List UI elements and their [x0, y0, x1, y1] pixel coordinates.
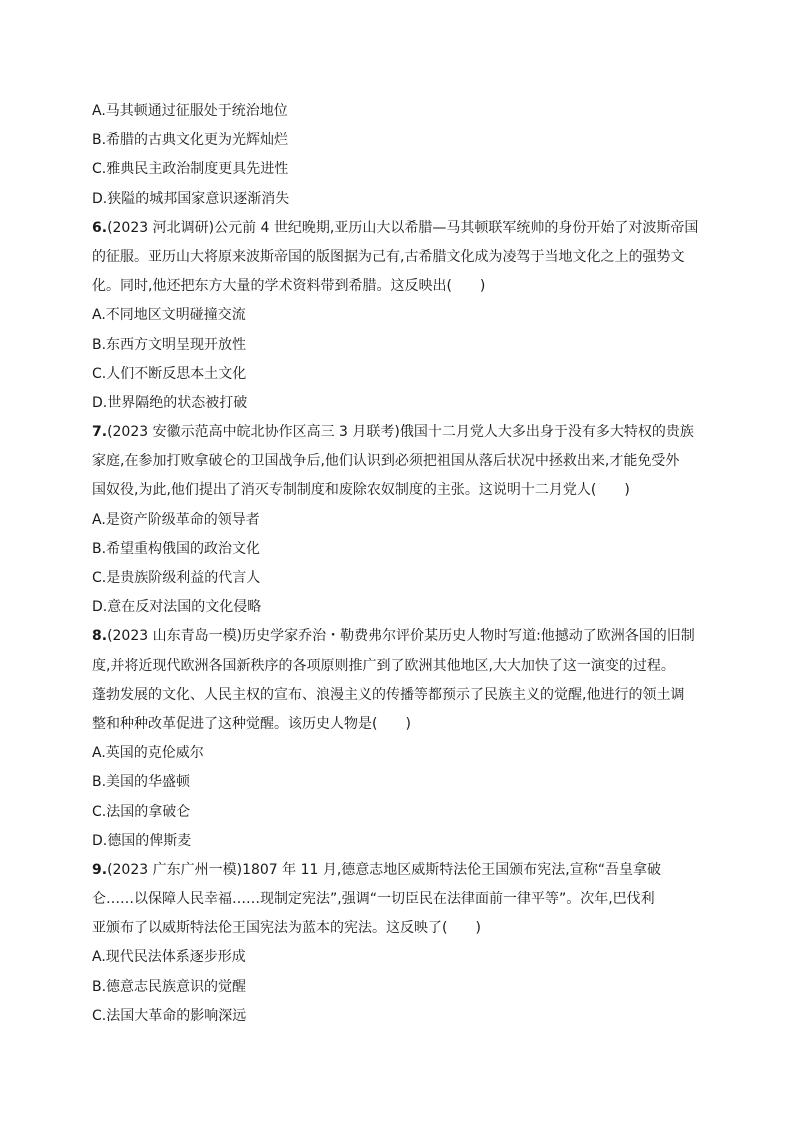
- question-stem-line: 7.(2023 安徽示范高中皖北协作区高三 3 月联考)俄国十二月党人大多出身于没有多大特权的贵族: [92, 424, 694, 441]
- question-5-options: [92, 97, 704, 214]
- option-b: B.希望重构俄国的政治文化: [92, 540, 261, 557]
- option-a: A.是资产阶级革命的领导者: [92, 511, 260, 528]
- question-7: [92, 418, 704, 622]
- option-d: D.狭隘的城邦国家意识逐渐消失: [92, 190, 290, 207]
- option-a: A.英国的克伦威尔: [92, 745, 204, 762]
- question-number: 9.: [92, 861, 108, 878]
- question-stem-line: 化。同时,他还把东方大量的学术资料带到希腊。这反映出( ): [92, 278, 486, 295]
- question-number: 6.: [92, 219, 108, 236]
- question-8: [92, 622, 704, 856]
- option-c: C.人们不断反思本土文化: [92, 365, 247, 382]
- question-stem-line: 仑……以保障人民幸福……现制定宪法”,强调“一切臣民在法律面前一律平等”。次年,巴伐利: [92, 891, 655, 908]
- option-c: C.法国的拿破仑: [92, 803, 191, 820]
- option-a: A.不同地区文明碰撞交流: [92, 307, 246, 324]
- option-d: D.世界隔绝的状态被打破: [92, 394, 248, 411]
- option-d: D.意在反对法国的文化侵略: [92, 599, 262, 616]
- option-c: C.法国大革命的影响深远: [92, 1007, 247, 1024]
- question-number: 7.: [92, 424, 108, 441]
- option-d: D.德国的俾斯麦: [92, 832, 192, 849]
- question-stem-line: 国奴役,为此,他们提出了消灭专制制度和废除农奴制度的主张。这说明十二月党人( ): [92, 482, 630, 499]
- question-stem-line: 8.(2023 山东青岛一模)历史学家乔治・勒费弗尔评价某历史人物时写道:他撼动了欧洲各国的旧制: [92, 628, 695, 645]
- option-b: B.德意志民族意识的觉醒: [92, 978, 247, 995]
- question-9: [92, 856, 704, 1031]
- question-stem-line: 6.(2023 河北调研)公元前 4 世纪晚期,亚历山大以希腊—马其顿联军统帅的身份开始了对波斯帝国: [92, 219, 699, 236]
- option-a: A.马其顿通过征服处于统治地位: [92, 103, 288, 119]
- question-stem-line: 9.(2023 广东广州一模)1807 年 11 月,德意志地区威斯特法伦王国颁布宪法,宣称“吾皇拿破: [92, 861, 662, 878]
- option-b: B.东西方文明呈现开放性: [92, 336, 247, 353]
- question-stem-line: 蓬勃发展的文化、人民主权的宣布、浪漫主义的传播等都预示了民族主义的觉醒,他进行的领土调: [92, 686, 685, 703]
- option-b: B.希腊的古典文化更为光辉灿烂: [92, 132, 289, 149]
- option-a: A.现代民法体系逐步形成: [92, 949, 246, 966]
- question-number: 8.: [92, 628, 108, 645]
- exam-page: [92, 97, 704, 1031]
- question-stem-line: 度,并将近现代欧洲各国新秩序的各项原则推广到了欧洲其他地区,大大加快了这一演变的过程。: [92, 657, 675, 674]
- option-c: C.是贵族阶级利益的代言人: [92, 570, 261, 586]
- question-stem-line: 整和种种改革促进了这种觉醒。该历史人物是( ): [92, 715, 411, 732]
- question-stem-line: 的征服。亚历山大将原来波斯帝国的版图据为己有,古希腊文化成为凌驾于当地文化之上的强势文: [92, 248, 685, 265]
- question-stem-line: 家庭,在参加打败拿破仑的卫国战争后,他们认识到必须把祖国从落后状况中拯救出来,才能免受外: [92, 453, 680, 470]
- question-stem-line: 亚颁布了以威斯特法伦王国宪法为蓝本的宪法。这反映了( ): [92, 920, 481, 937]
- option-b: B.美国的华盛顿: [92, 774, 191, 791]
- question-6: [92, 214, 704, 418]
- option-c: C.雅典民主政治制度更具先进性: [92, 161, 289, 178]
